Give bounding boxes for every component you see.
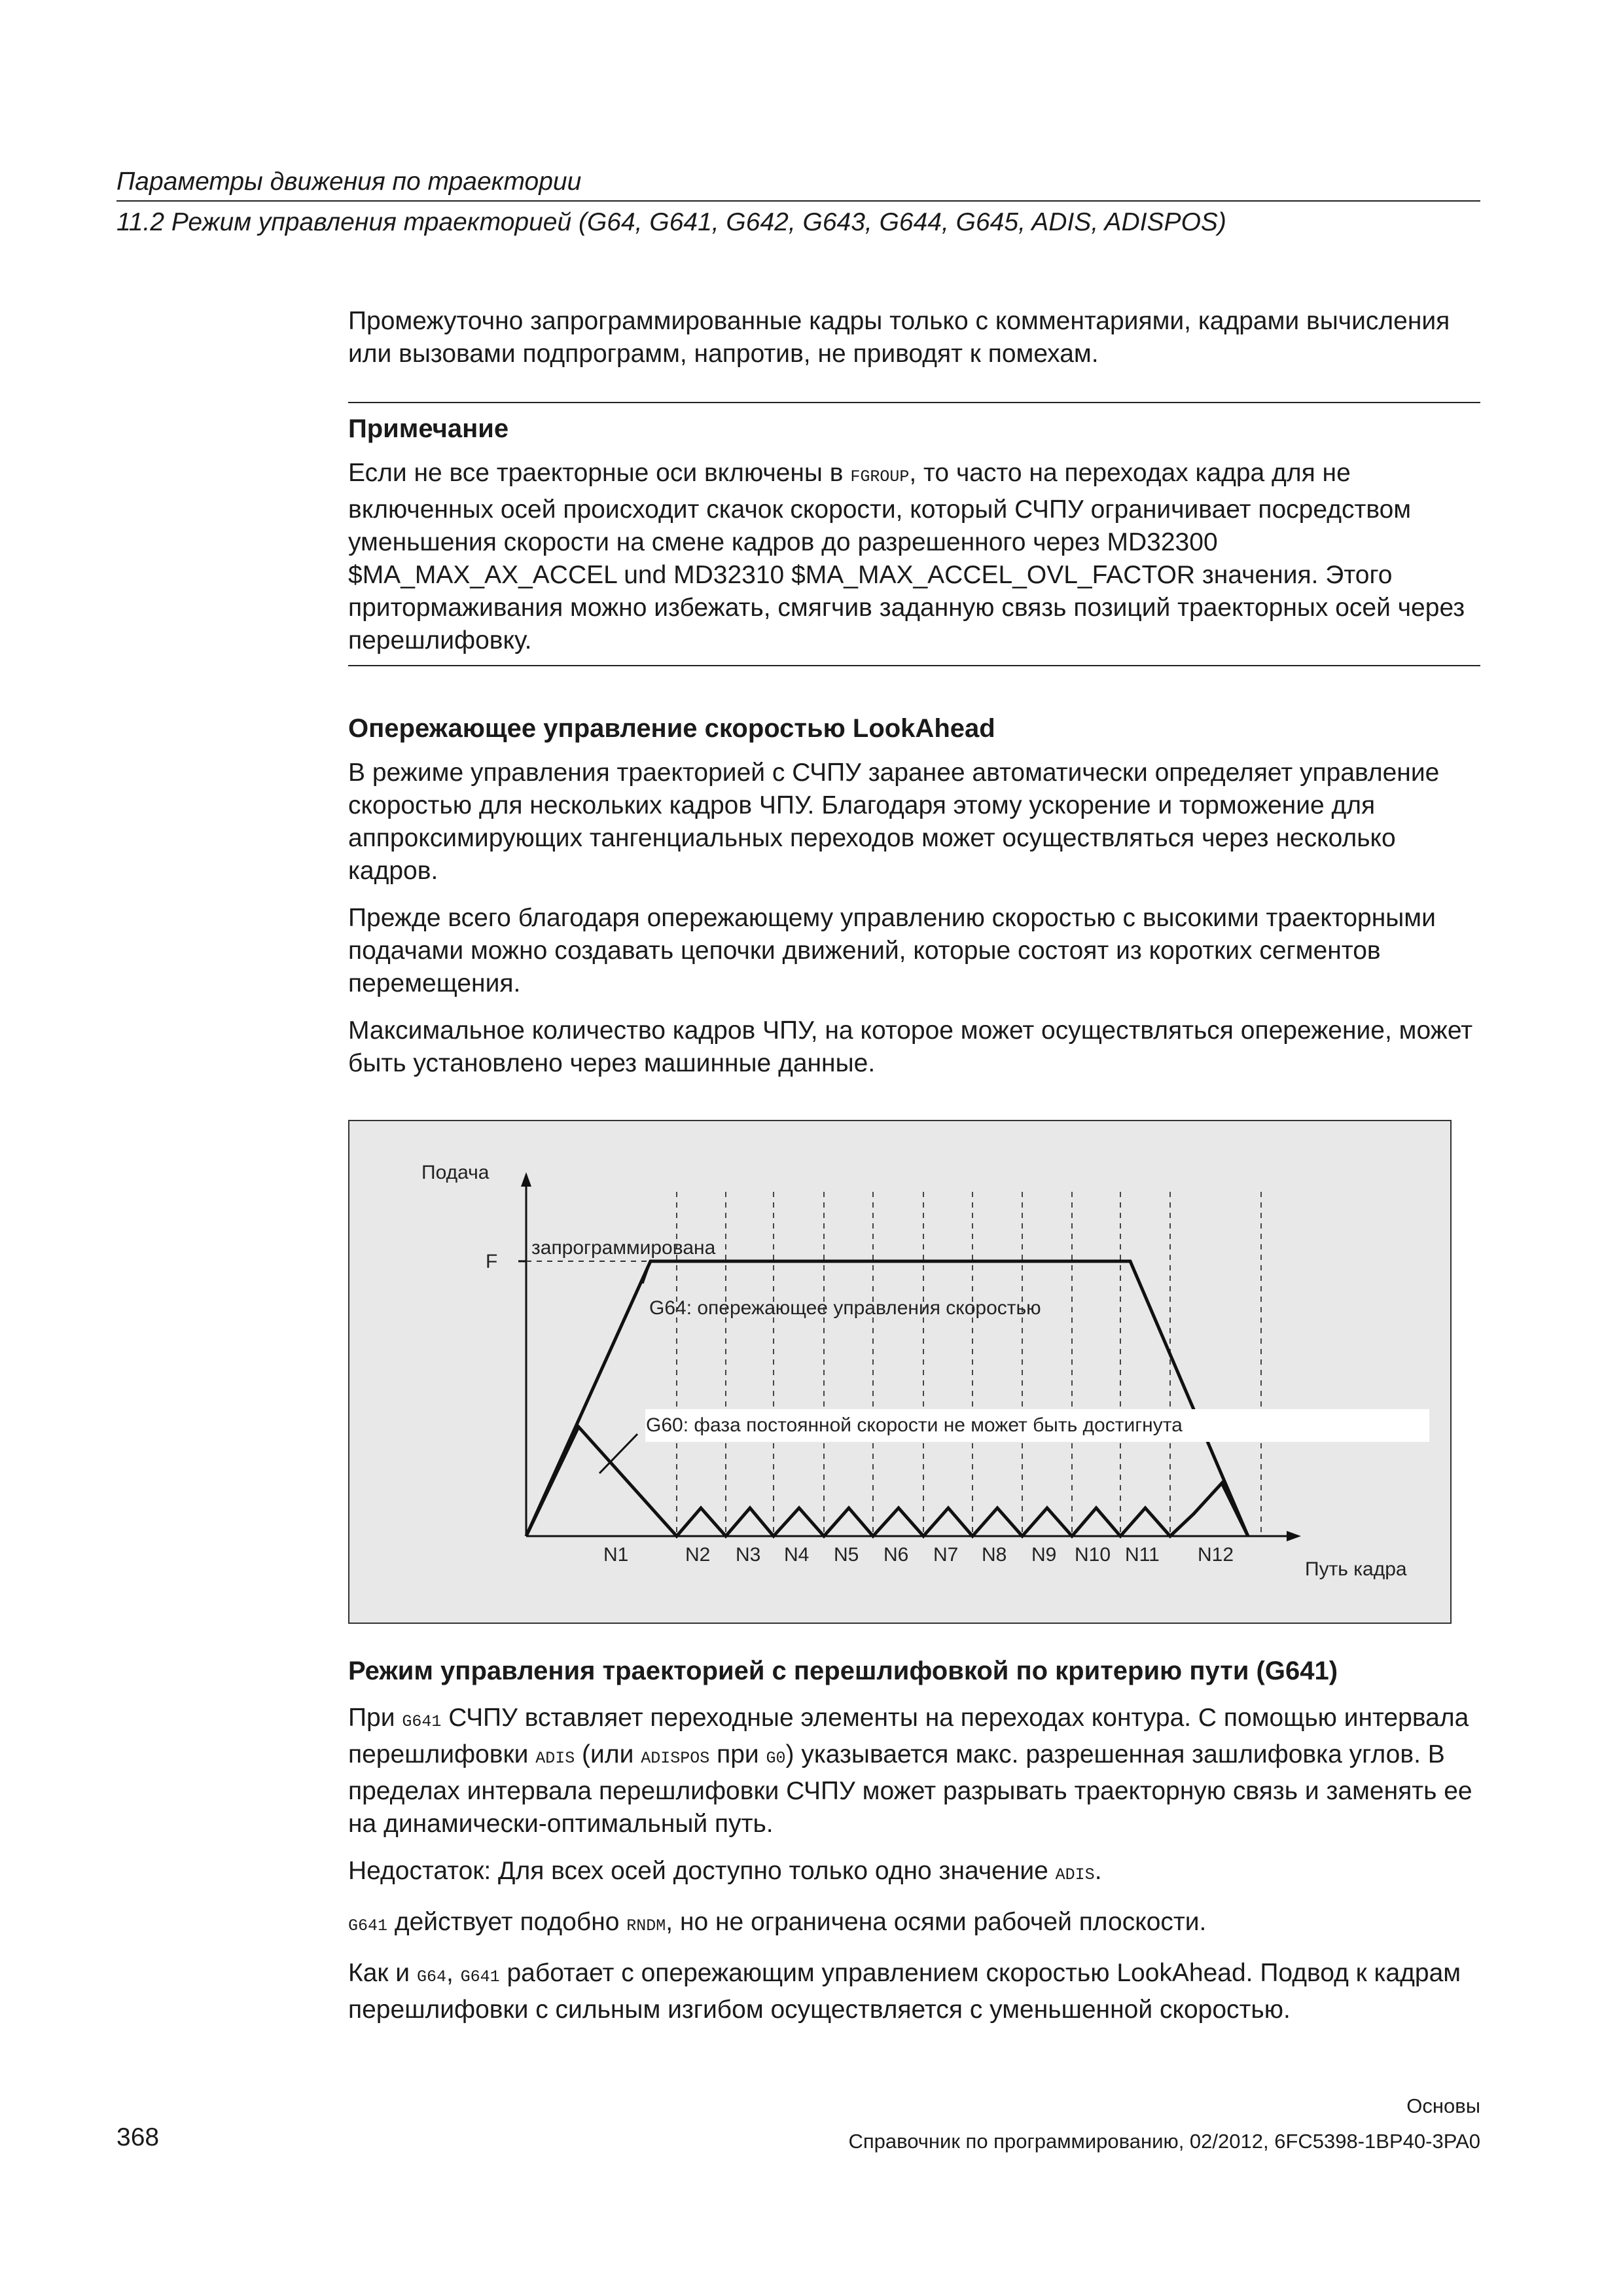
g641-p2: Недостаток: Для всех осей доступно только одно значение ADIS. [348,1857,1102,1885]
block-label: N6 [883,1544,909,1566]
f-label: F [486,1251,498,1272]
g60-label: G60: фаза постоянной скорости не может быть достигнута [646,1414,1183,1436]
g60-profile [526,1427,1248,1536]
footer-book: Основы [1406,2094,1480,2117]
intro-text: Промежуточно запрограммированные кадры только с комментариями, кадрами вычисления или вызовами подпрограмм, напротив, не приводят к помехам. [348,307,1450,368]
g64-label: G64: опережающее управления скоростью [649,1297,1041,1319]
block-label: N5 [834,1544,859,1566]
note-block [348,412,1480,657]
block-label: N3 [736,1544,761,1566]
footer-reference: Справочник по программированию, 02/2012, 6FC5398-1BP40-3PA0 [848,2130,1480,2153]
block-label: N10 [1075,1544,1111,1566]
code-adis: ADIS [1055,1865,1095,1884]
g641-title: Режим управления траекторией с перешлифовкой по критерию пути (G641) [348,1657,1338,1685]
g641-p3: G641 действует подобно RNDM, но не ограничена осями рабочей плоскости. [348,1908,1207,1936]
code-g641: G641 [460,1967,500,1986]
code-g641: G641 [348,1916,388,1935]
code-rndm: RNDM [626,1916,666,1935]
block-label: N8 [982,1544,1007,1566]
page-number: 368 [116,2123,160,2151]
note-text-part: Если не все траекторные оси включены в [348,459,851,487]
code-g0: G0 [766,1749,786,1768]
x-axis-label: Путь кадра [1305,1558,1407,1580]
section-title: 11.2 Режим управления траекторией (G64, G641, G642, G643, G644, G645, ADIS, ADISPOS) [116,208,1226,236]
block-label: N11 [1125,1544,1160,1566]
lookahead-title: Опережающее управление скоростью LookAhead [348,714,995,743]
y-axis-label: Подача [421,1162,490,1183]
g641-p1: При G641 СЧПУ вставляет переходные элементы на переходах контура. С помощью интервала перешлифовки ADIS (или ADISPOS при G0) указывается макс. разрешенная зашлифовка углов. В пределах интервала перешлифовки СЧПУ может разрывать траекторную связь и заменять ее на динамически-оптимальный путь. [348,1704,1472,1838]
diagram-svg [349,1121,1453,1625]
intro-paragraph [348,305,1480,370]
code-g64: G64 [416,1967,446,1986]
g641-section [348,1655,1480,2026]
note-top-rule [348,402,1480,403]
block-label: N1 [603,1544,629,1566]
block-label: N7 [933,1544,959,1566]
x-axis-arrow-icon [1287,1531,1301,1541]
lookahead-p3: Максимальное количество кадров ЧПУ, на которое может осуществляться опережение, может быть установлено через машинные данные. [348,1016,1473,1077]
block-label: N4 [784,1544,810,1566]
note-text [348,457,1480,657]
code-fgroup: FGROUP [850,467,910,486]
block-label: N2 [685,1544,711,1566]
code-g641: G641 [402,1712,442,1731]
y-axis-arrow-icon [521,1172,531,1187]
lookahead-section [348,712,1480,1080]
chapter-title: Параметры движения по траектории [116,168,582,196]
g641-p4: Как и G64, G641 работает с опережающим управлением скоростью LookAhead. Подвод к кадрам перешлифовки с сильным изгибом осуществляется с уменьшенной скоростью. [348,1959,1461,2024]
note-text-part: , то часто на переходах кадра для не включенных осей происходит скачок скорости, который СЧПУ ограничивает посредством уменьшения скорости на смене кадров до разрешенного через MD32300 $MA_MAX_AX_ACCEL und MD32310 $MA_MAX_ACCEL_OVL_FACTOR значения. Этого притормаживания можно избежать, смягчив заданную связь позиций траекторных осей через перешлифовку. [348,459,1465,655]
code-adis: ADIS [535,1749,575,1768]
g60-leader [599,1434,637,1473]
block-label: N9 [1031,1544,1057,1566]
lookahead-p1: В режиме управления траекторией с СЧПУ заранее автоматически определяет управление скоростью для нескольких кадров ЧПУ. Благодаря этому ускорение и торможение для аппроксимирующих тангенциальных переходов может осуществляться через несколько кадров. [348,759,1440,885]
note-title: Примечание [348,414,509,443]
note-bottom-rule [348,665,1480,666]
lookahead-diagram [348,1120,1452,1624]
lookahead-p2: Прежде всего благодаря опережающему управлению скоростью с высокими траекторными подачами можно создавать цепочки движений, которые состоят из коротких сегментов перемещения. [348,904,1436,997]
block-label: N12 [1198,1544,1234,1566]
header-rule [116,200,1480,202]
code-adispos: ADISPOS [641,1749,710,1768]
programmed-label: запрограммирована [531,1237,716,1259]
